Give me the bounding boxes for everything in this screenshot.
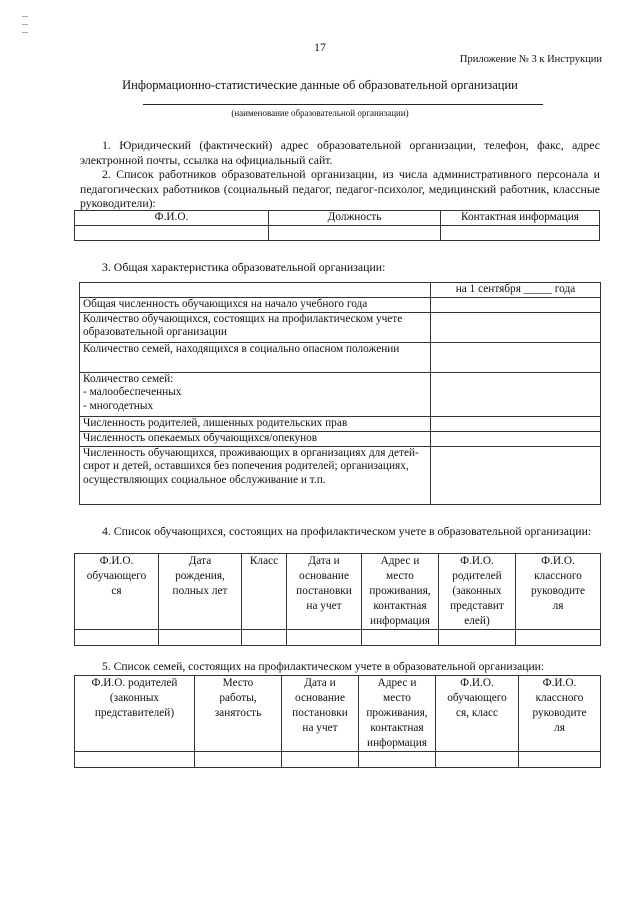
header-line: контактная	[370, 722, 424, 734]
staff-cell[interactable]	[75, 226, 269, 241]
header-line: рождения,	[175, 570, 225, 582]
header-line: классного	[534, 570, 582, 582]
characteristics-row-label: Численность опекаемых обучающихся/опекунов	[80, 432, 431, 447]
students-header-birthdate	[159, 554, 242, 630]
organization-name-line	[143, 104, 543, 105]
appendix-label: Приложение № 3 к Инструкции	[459, 54, 602, 65]
item-3-text: 3. Общая характеристика образовательной организации:	[102, 260, 386, 274]
families-cell[interactable]	[195, 752, 282, 768]
header-line: ля	[552, 600, 564, 612]
item-2-text: 2. Список работников образовательной организации, из числа административного персонала и педагогических работников (социальный педагог, педагог-психолог, медицинский работник, классные руководители):	[80, 167, 600, 210]
header-line: Место	[222, 677, 254, 689]
header-line: обучающего	[447, 692, 507, 704]
families-cell[interactable]	[75, 752, 195, 768]
header-line: место	[386, 570, 414, 582]
characteristics-row-families	[80, 373, 431, 417]
staff-cell[interactable]	[441, 226, 600, 241]
header-line: классного	[535, 692, 584, 704]
characteristics-row-label: Численность родителей, лишенных родительских прав	[80, 417, 431, 432]
families-header-parents	[75, 676, 195, 752]
characteristics-row-label: Количество семей, находящихся в социально опасном положении	[80, 343, 431, 373]
header-line: занятость	[214, 707, 262, 719]
students-cell[interactable]	[439, 630, 516, 646]
header-line: (законных	[109, 692, 160, 704]
characteristics-value[interactable]	[431, 447, 601, 505]
header-line: руководите	[532, 707, 587, 719]
students-header-parents	[439, 554, 516, 630]
characteristics-header-blank	[80, 283, 431, 298]
students-header-class	[242, 554, 287, 630]
students-cell[interactable]	[75, 630, 159, 646]
organization-name-caption: (наименование образовательной организации)	[231, 108, 409, 118]
students-header-name	[75, 554, 159, 630]
header-line: работы,	[219, 692, 257, 704]
header-line: Ф.И.О.	[99, 555, 134, 567]
families-header-student	[436, 676, 519, 752]
page-number: 17	[314, 40, 326, 54]
header-line: Ф.И.О. родителей	[91, 677, 178, 689]
characteristics-row-label: - малообеспеченных	[83, 386, 182, 399]
header-line: информация	[367, 737, 427, 749]
scan-mark	[22, 24, 28, 25]
header-line: ся	[111, 585, 122, 597]
item-5-text: 5. Список семей, состоящих на профилактическом учете в образовательной организации:	[102, 660, 545, 673]
staff-header-position: Должность	[269, 211, 441, 226]
students-cell[interactable]	[159, 630, 242, 646]
staff-header-contact: Контактная информация	[441, 211, 600, 226]
header-line: проживания,	[366, 707, 428, 719]
header-line: представит	[450, 600, 504, 612]
header-line: елей)	[464, 615, 490, 627]
students-cell[interactable]	[362, 630, 439, 646]
scan-mark	[22, 16, 28, 17]
header-line: Ф.И.О.	[541, 555, 575, 567]
characteristics-value[interactable]	[431, 343, 601, 373]
students-table	[74, 553, 601, 646]
families-cell[interactable]	[282, 752, 359, 768]
characteristics-table	[79, 282, 601, 505]
families-header-teacher	[519, 676, 601, 752]
header-line: основание	[299, 570, 349, 582]
families-header-address	[359, 676, 436, 752]
header-line: Дата и	[304, 677, 336, 689]
header-line: Ф.И.О.	[460, 555, 494, 567]
header-line: на учет	[306, 600, 342, 612]
header-line: родителей	[452, 570, 502, 582]
characteristics-value[interactable]	[431, 313, 601, 343]
header-line: обучающего	[86, 570, 147, 582]
header-line: место	[383, 692, 411, 704]
scan-mark	[22, 32, 28, 33]
header-line: постановки	[296, 585, 352, 597]
header-line: Класс	[249, 555, 279, 567]
header-line: Дата	[188, 555, 212, 567]
families-table	[74, 675, 601, 768]
students-header-registration	[287, 554, 362, 630]
students-cell[interactable]	[287, 630, 362, 646]
characteristics-row-label: - многодетных	[83, 399, 154, 412]
staff-table	[74, 210, 600, 241]
characteristics-value[interactable]	[431, 417, 601, 432]
header-line: Ф.И.О.	[542, 677, 577, 689]
families-cell[interactable]	[436, 752, 519, 768]
header-line: полных лет	[172, 585, 228, 597]
header-line: руководите	[530, 585, 586, 597]
families-header-work	[195, 676, 282, 752]
header-line: основание	[295, 692, 345, 704]
header-line: Адрес и	[377, 677, 417, 689]
header-line: информация	[370, 615, 430, 627]
families-header-registration	[282, 676, 359, 752]
characteristics-row-label: Общая численность обучающихся на начало учебного года	[80, 298, 431, 313]
families-cell[interactable]	[519, 752, 601, 768]
document-title: Информационно-статистические данные об образовательной организации	[122, 78, 518, 92]
header-line: Дата и	[308, 555, 340, 567]
header-line: (законных	[452, 585, 502, 597]
characteristics-value[interactable]	[431, 432, 601, 447]
students-cell[interactable]	[516, 630, 601, 646]
header-line: ля	[554, 722, 565, 734]
header-line: представителей)	[94, 707, 175, 719]
header-line: постановки	[292, 707, 348, 719]
families-cell[interactable]	[359, 752, 436, 768]
header-line: проживания,	[369, 585, 431, 597]
students-header-address	[362, 554, 439, 630]
header-line: Адрес и	[380, 555, 420, 567]
characteristics-value[interactable]	[431, 373, 601, 417]
header-line: Ф.И.О.	[460, 677, 494, 689]
staff-header-name: Ф.И.О.	[75, 211, 269, 226]
characteristics-row-label: Количество семей:	[83, 373, 174, 385]
header-line: на учет	[302, 722, 338, 734]
characteristics-date-header: на 1 сентября _____ года	[431, 283, 601, 298]
staff-cell[interactable]	[269, 226, 441, 241]
header-line: контактная	[373, 600, 427, 612]
characteristics-row-label: Количество обучающихся, состоящих на профилактическом учете образовательной организации	[80, 313, 431, 343]
header-line: ся, класс	[455, 707, 499, 719]
characteristics-value[interactable]	[431, 298, 601, 313]
characteristics-row-label: Численность обучающихся, проживающих в организациях для детей-сирот и детей, оставшихся без попечения родителей; организациях, осуществляющих социальное обслуживание и т.п.	[80, 447, 431, 505]
students-header-teacher	[516, 554, 601, 630]
item-1-text: 1. Юридический (фактический) адрес образовательной организации, телефон, факс, адрес электронной почты, ссылка на официальный сайт.	[80, 138, 600, 167]
item-4-text: 4. Список обучающихся, состоящих на профилактическом учете в образовательной организации:	[102, 524, 592, 538]
students-cell[interactable]	[242, 630, 287, 646]
